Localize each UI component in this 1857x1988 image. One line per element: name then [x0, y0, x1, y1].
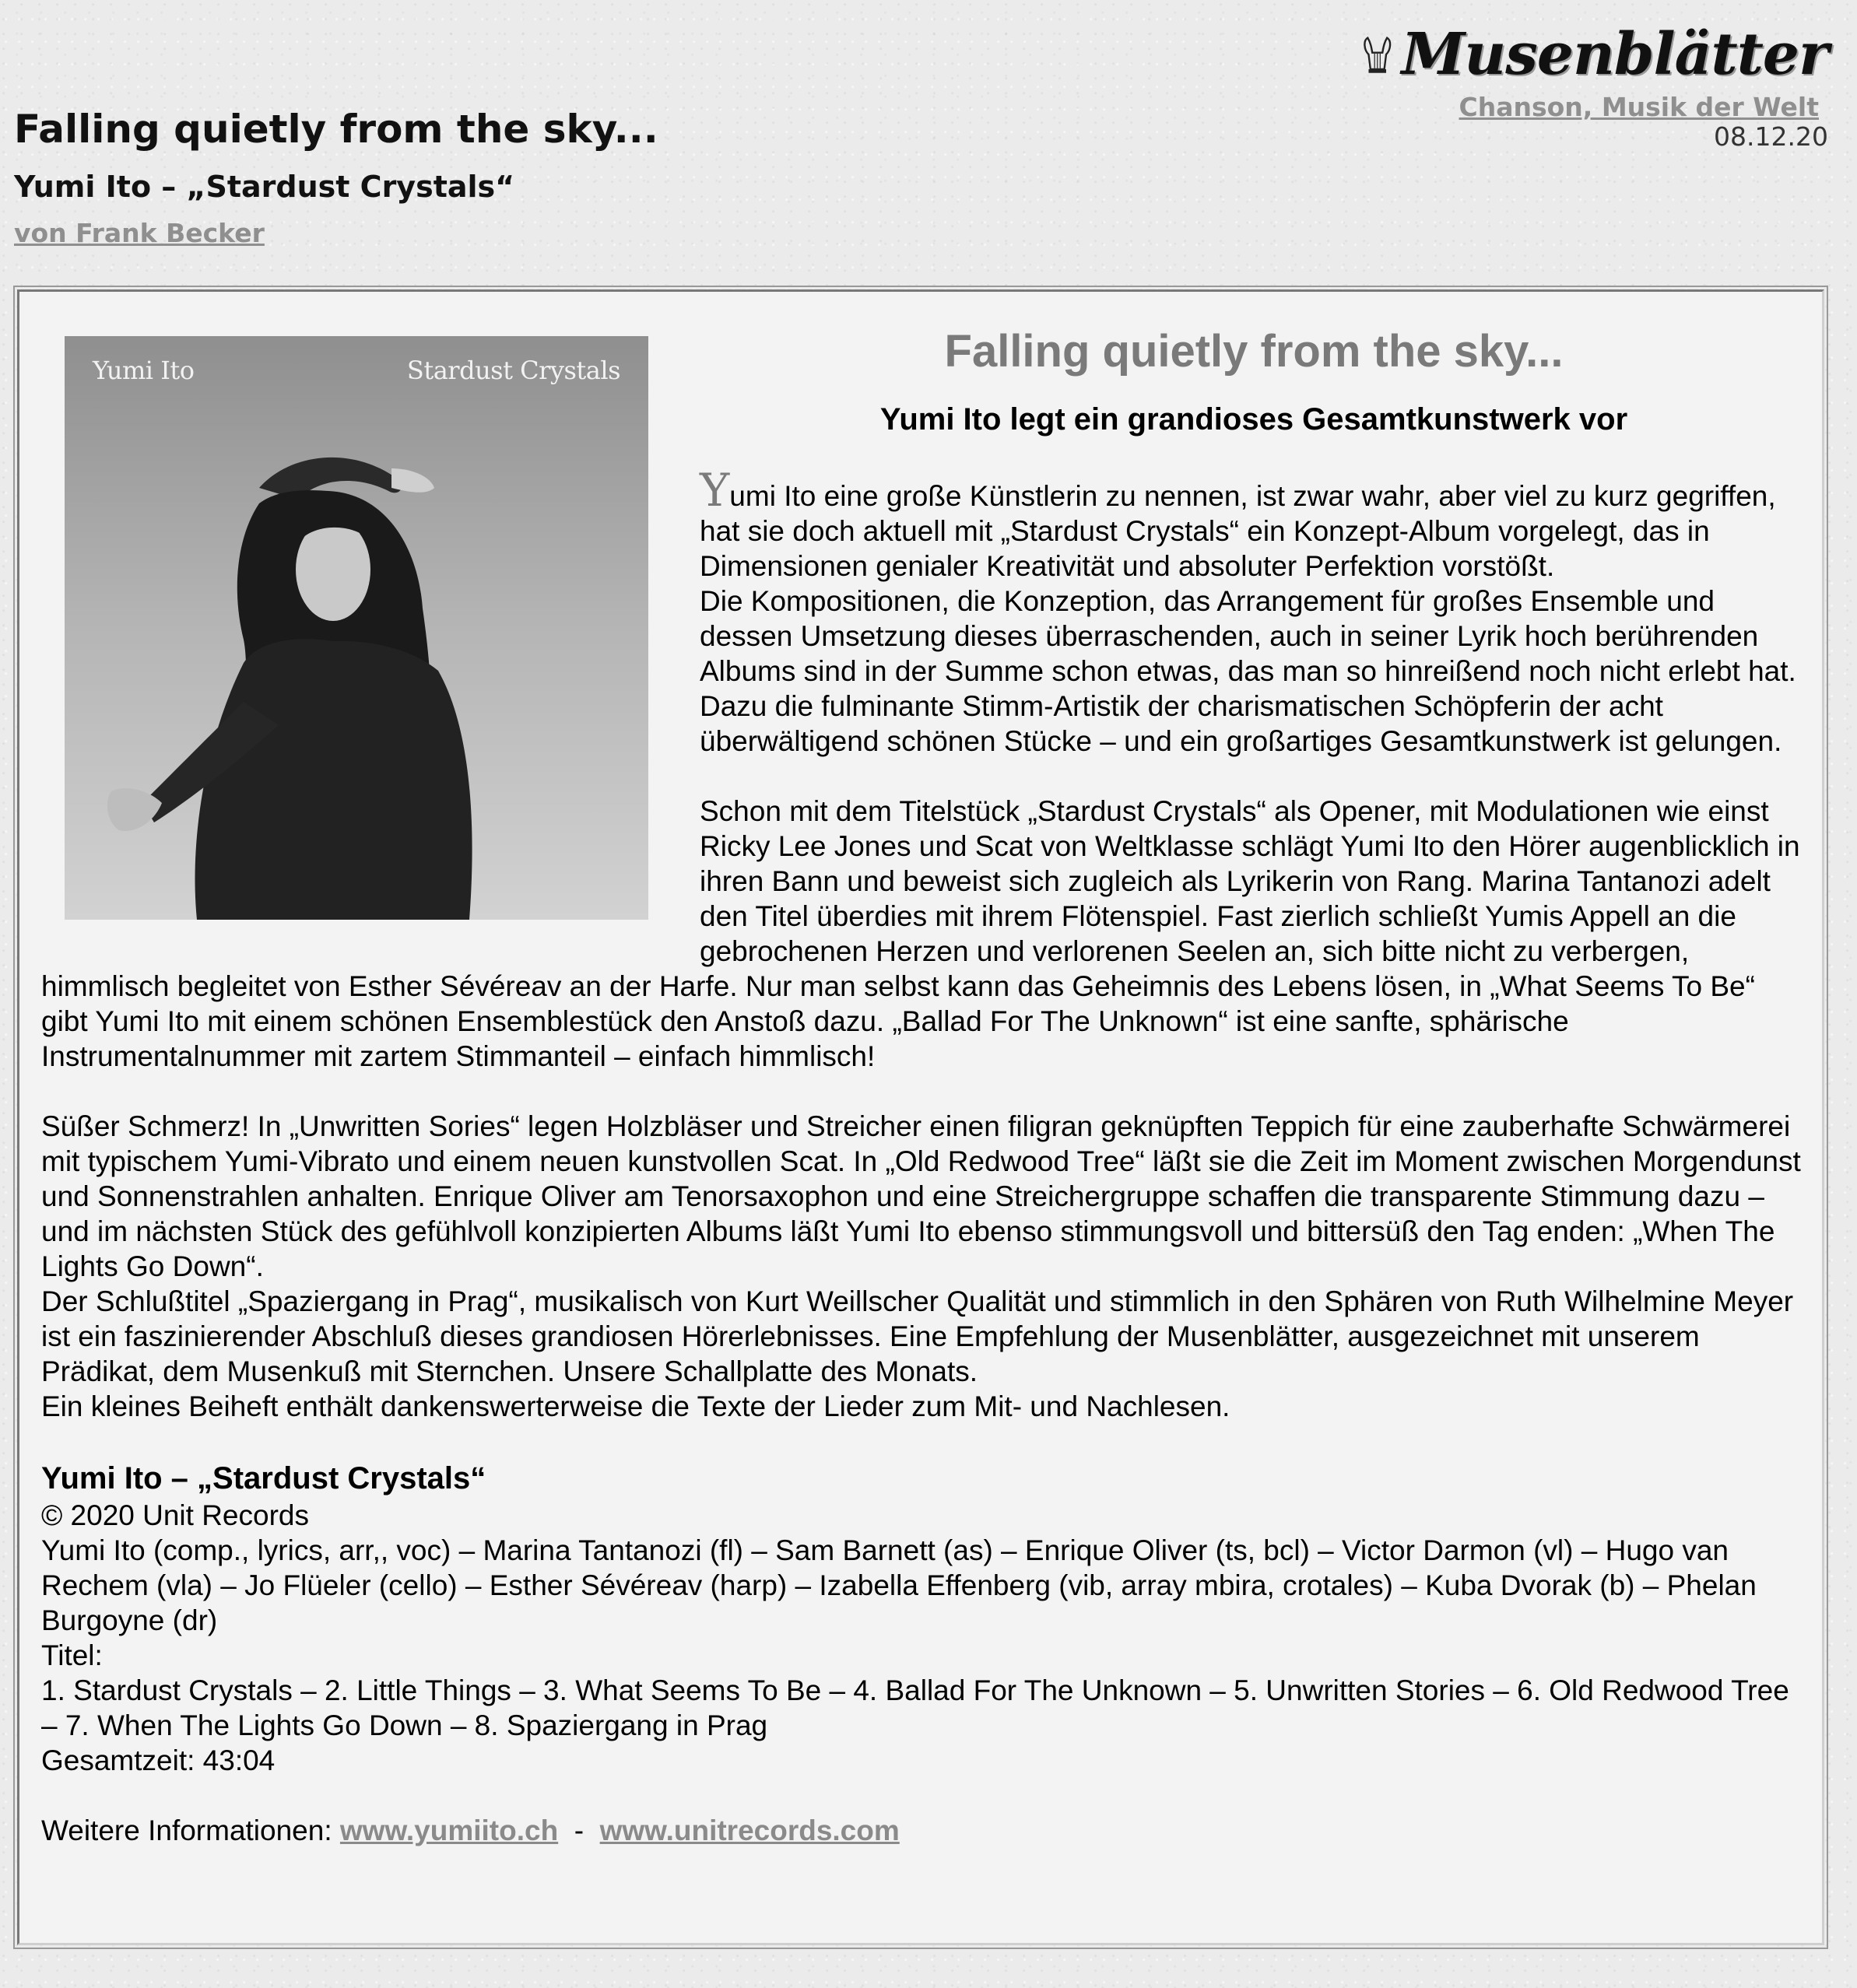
cover-artist: Yumi Ito: [93, 356, 195, 385]
titles-label: Titel:: [41, 1639, 103, 1671]
paragraph-3: Schon mit dem Titelstück „Stardust Crystals“ als Opener, mit Modulationen wie einst Ricky Lee Jones und Scat von Weltklasse schlägt Yumi Ito den Hörer augenblicklich in ihren Bann und beweist sich zugleich als Lyrikerin von Rang. Marina Tantanozi adelt den Titel überdies mit ihrem Flötenspiel. Fast zierlich schließt Yumis Appell an die gebrochenen Herzen und verlorenen Seelen an, sich bitte nicht zu verbergen, himmlisch begleitet von Esther Sévéreav an der Harfe. Nur man selbst kann das Geheimnis des Lebens lösen, in „What Seems To Be“ gibt Yumi Ito mit einem schönen Ensemblestück den Anstoß dazu. „Ballad For The Unknown“ ist eine sanfte, sphärische Instrumentalnummer mit zartem Stimmanteil – einfach himmlisch!: [41, 795, 1800, 1072]
page-title: Falling quietly from the sky...: [14, 107, 658, 152]
link-yumiito[interactable]: www.yumiito.ch: [339, 1814, 559, 1846]
article-subtitle: Yumi Ito legt ein grandioses Gesamtkunstwerk vor: [879, 402, 1628, 437]
article-box: [17, 289, 1824, 1945]
paragraph-6: Ein kleines Beiheft enthält dankenswerterweise die Texte der Lieder zum Mit- und Nachlesen.: [41, 1390, 1230, 1422]
album-info-heading: Yumi Ito – „Stardust Crystals“: [41, 1461, 486, 1495]
paragraph-intro-text: umi Ito eine große Künstlerin zu nennen, ist zwar wahr, aber viel zu kurz gegriffen, hat sie doch aktuell mit „Stardust Crystals“ ein Konzept-Album vorgelegt, das in Dimensionen genialer Kreativität und absoluter Perfektion vorstößt.: [700, 480, 1776, 582]
cover-title: Stardust Crystals: [406, 356, 620, 385]
total-time: Gesamtzeit: 43:04: [41, 1744, 276, 1776]
paragraph-4: Süßer Schmerz! In „Unwritten Sories“ legen Holzbläser und Streicher einen filigran geknüpften Teppich für eine zauberhafte Schwärmerei mit typischem Yumi-Vibrato und einem neuen kunstvollen Scat. In „Old Redwood Tree“ läßt sie die Zeit im Moment zwischen Morgendunst und Sonnenstrahlen anhalten. Enrique Oliver am Tenorsaxophon und eine Streichergruppe schaffen die transparente Stimmung dazu – und im nächsten Stück des gefühlvoll konzipierten Albums läßt Yumi Ito ebenso stimmungsvoll und bittersüß den Tag enden: „When The Lights Go Down“.: [41, 1110, 1801, 1282]
paragraph-2: Die Kompositionen, die Konzeption, das Arrangement für großes Ensemble und dessen Umsetzung dieses überraschenden, auch in seiner Lyrik hoch berührenden Albums sind in der Summe schon etwas, das man so hinreißend noch nicht erlebt hat. Dazu die fulminante Stimm-Artistik der charismatischen Schöpferin der acht überwältigend schönen Stücke – und ein großartiges Gesamtkunstwerk ist gelungen.: [700, 585, 1796, 757]
author-link[interactable]: von Frank Becker: [14, 218, 265, 248]
tracklist: 1. Stardust Crystals – 2. Little Things – 3. What Seems To Be – 4. Ballad For The Unknown – 5. Unwritten Stories – 6. Old Redwood Tree – 7. When The Lights Go Down – 8. Spaziergang in Prag: [41, 1674, 1789, 1741]
link-separator: -: [574, 1814, 584, 1846]
site-header: [1361, 17, 1828, 152]
paragraph-5: Der Schlußtitel „Spaziergang in Prag“, musikalisch von Kurt Weillscher Qualität und stimmlich in den Sphären von Ruth Wilhelmine Meyer ist ein faszinierender Abschluß dieses grandiosen Hörerlebnisses. Eine Empfehlung der Musenblätter, ausgezeichnet mit unserem Prädikat, dem Musenkuß mit Sternchen. Unsere Schallplatte des Monats.: [41, 1285, 1794, 1387]
personnel: Yumi Ito (comp., lyrics, arr,, voc) – Marina Tantanozi (fl) – Sam Barnett (as) – Enrique Oliver (ts, bcl) – Victor Darmon (vl) – Hugo van Rechem (vla) – Jo Flüeler (cello) – Esther Sévéreav (harp) – Izabella Effenberg (vib, array mbira, crotales) – Kuba Dvorak (b) – Phelan Burgoyne (dr): [41, 1534, 1757, 1636]
article-content: [41, 326, 1808, 1848]
site-logo[interactable]: [1361, 17, 1828, 91]
article-title: Falling quietly from the sky...: [944, 326, 1564, 377]
logo-text: Musenblätter: [1401, 20, 1828, 88]
drop-cap: Y: [700, 464, 730, 517]
section-link[interactable]: Chanson, Musik der Welt: [1459, 92, 1819, 122]
more-info: [41, 1813, 1808, 1848]
more-info-label: Weitere Informationen:: [41, 1814, 332, 1846]
publication-date: 08.12.20: [1714, 121, 1828, 152]
record-label: © 2020 Unit Records: [41, 1499, 309, 1531]
album-cover-photo: [65, 336, 648, 920]
lyre-icon: [1361, 20, 1394, 89]
link-unitrecords[interactable]: www.unitrecords.com: [599, 1814, 900, 1846]
album-cover: [65, 336, 648, 920]
page-subtitle: Yumi Ito – „Stardust Crystals“: [14, 170, 515, 204]
